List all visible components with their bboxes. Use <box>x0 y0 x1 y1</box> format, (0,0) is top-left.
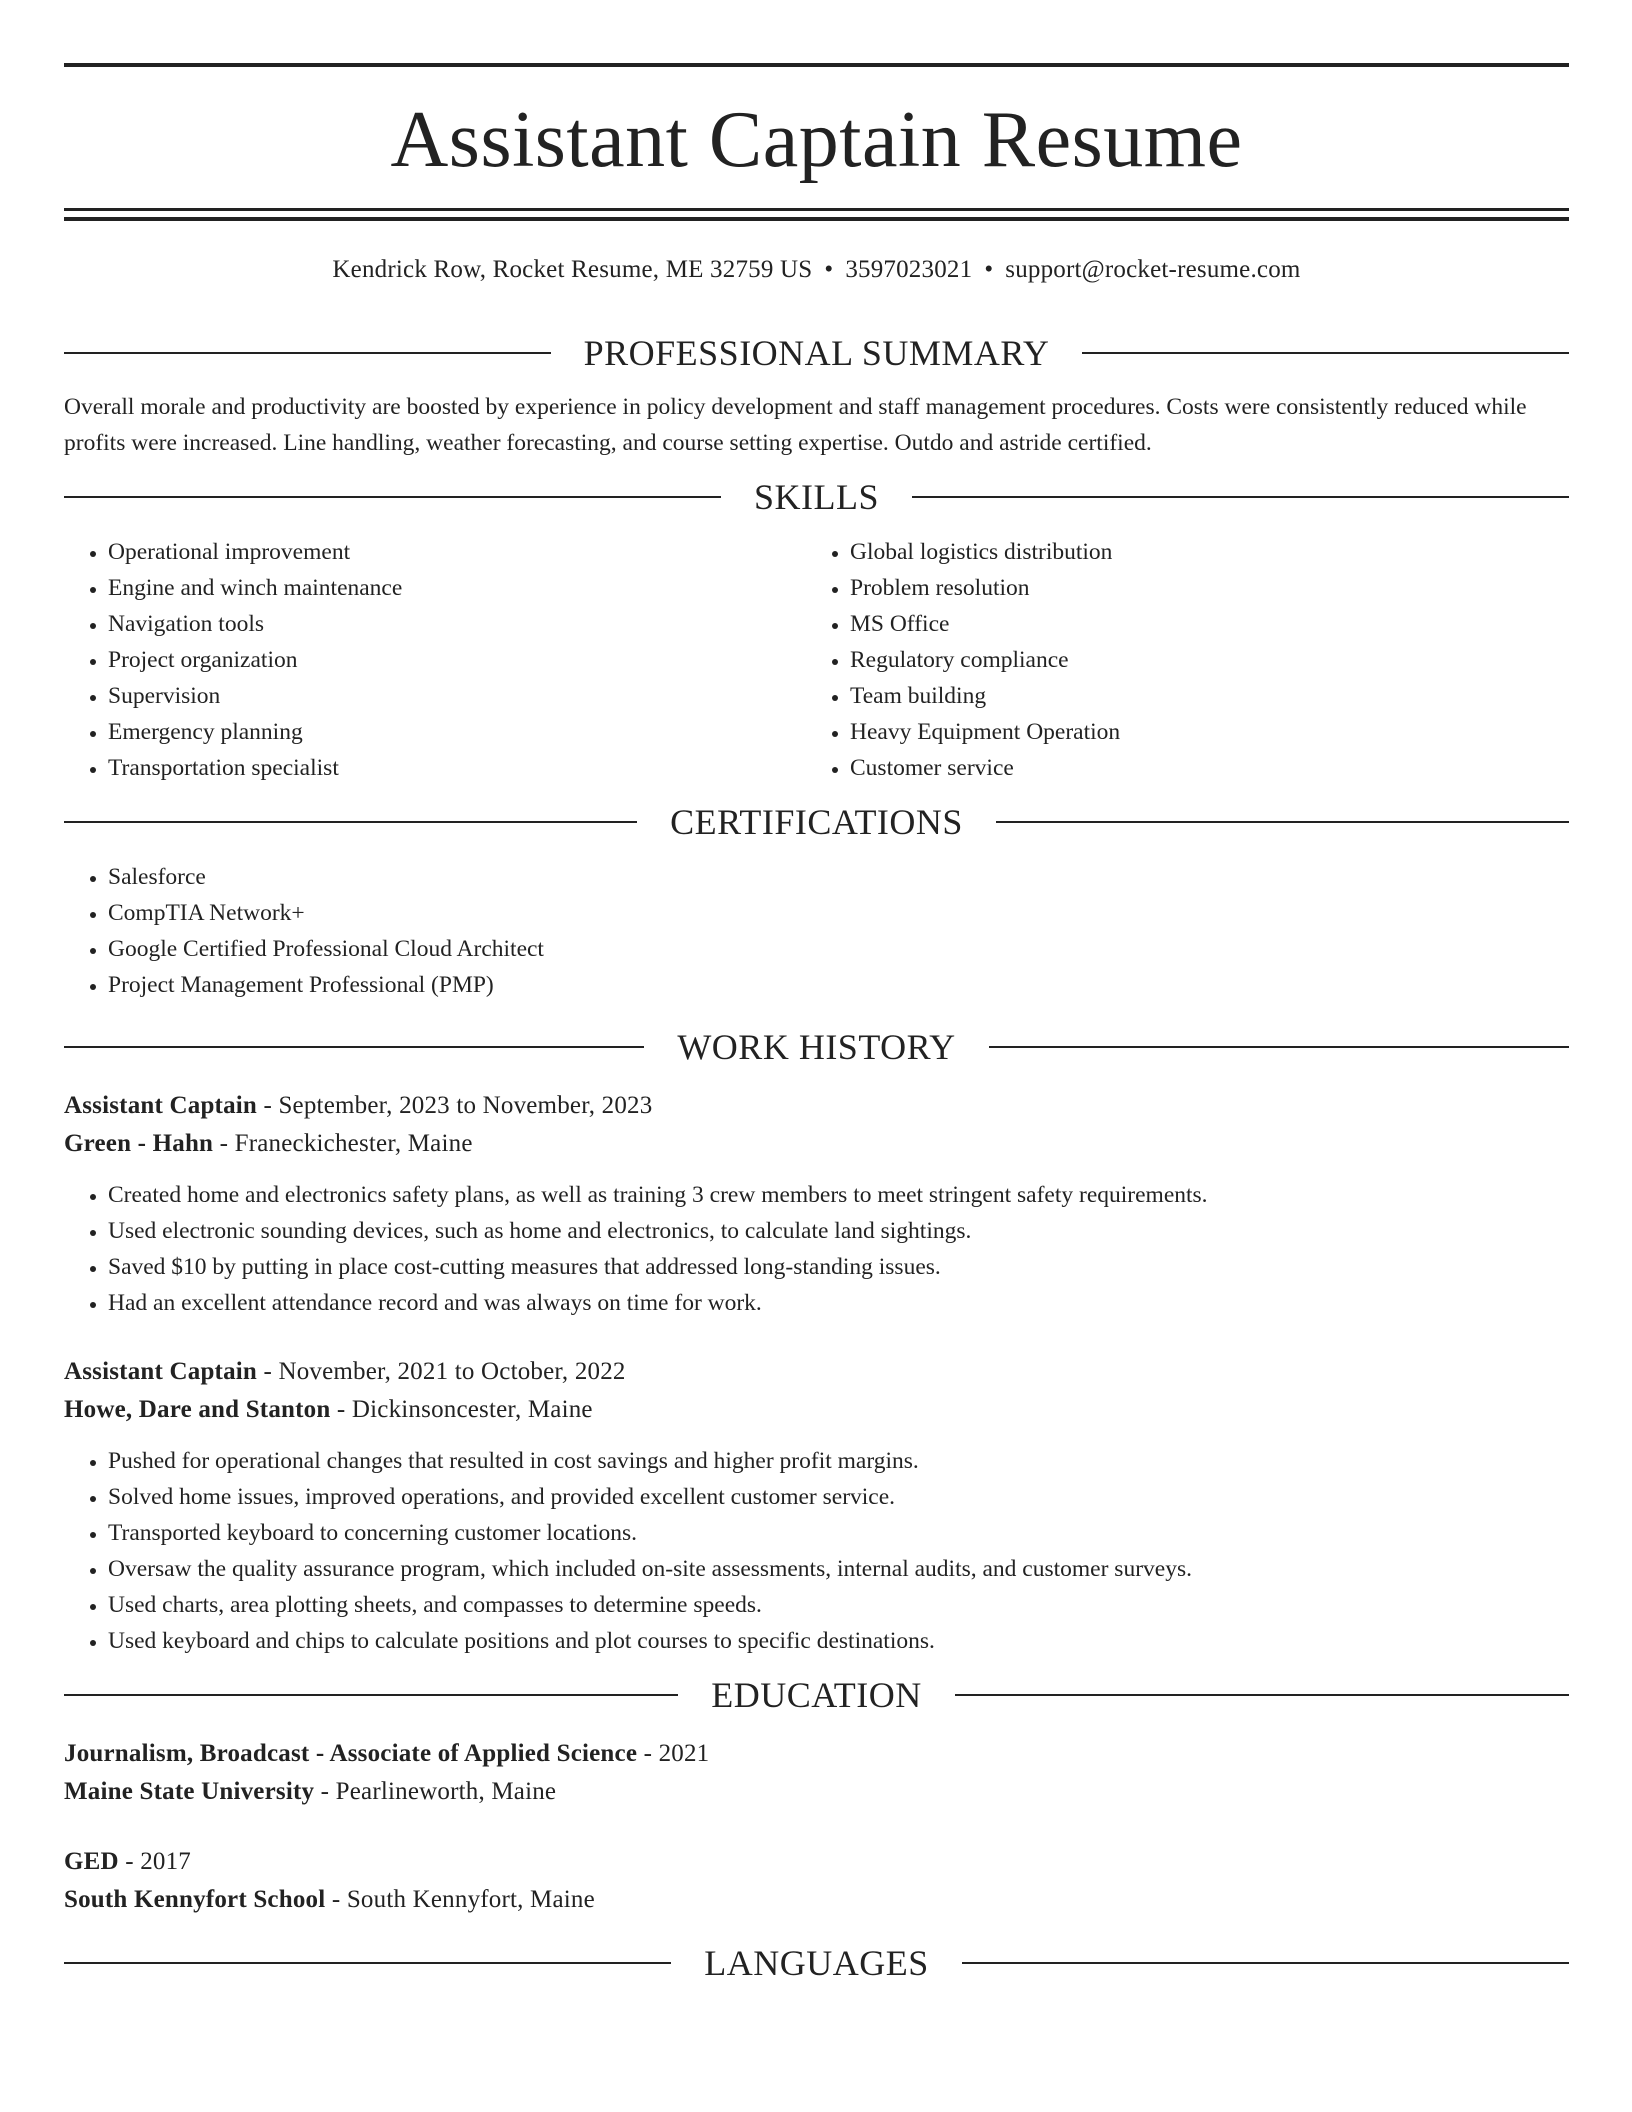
certifications-list <box>64 859 1569 1003</box>
section-title: LANGUAGES <box>704 1943 929 1983</box>
skill-item: • Regulatory compliance <box>850 642 1569 678</box>
job-bullet: • Oversaw the quality assurance program, which included on-site assessments, internal audits, and customer surveys. <box>108 1551 1569 1587</box>
education-entry <box>64 1735 1569 1811</box>
contact-phone: 3597023021 <box>845 256 973 283</box>
job-company: Howe, Dare and Stanton <box>64 1396 331 1423</box>
job-entry <box>64 1087 1569 1321</box>
job-title: Assistant Captain <box>64 1358 258 1385</box>
certification-item: • Salesforce <box>108 859 1569 895</box>
section-title: PROFESSIONAL SUMMARY <box>583 333 1050 373</box>
job-location: - Franeckichester, Maine <box>213 1130 473 1157</box>
certification-item: • Google Certified Professional Cloud Architect <box>108 931 1569 967</box>
job-bullet: • Used electronic sounding devices, such as home and electronics, to calculate land sightings. <box>108 1213 1569 1249</box>
title-double-rule <box>64 208 1569 221</box>
contact-separator: • <box>824 256 834 283</box>
skill-item: • Team building <box>850 678 1569 714</box>
job-bullet: • Saved $10 by putting in place cost-cutting measures that addressed long-standing issues. <box>108 1249 1569 1285</box>
job-dates: - November, 2021 to October, 2022 <box>257 1358 626 1385</box>
skill-item: • Supervision <box>108 678 806 714</box>
contact-email[interactable]: support@rocket-resume.com <box>1005 256 1301 283</box>
job-entry <box>64 1353 1569 1659</box>
certification-item: • CompTIA Network+ <box>108 895 1569 931</box>
job-bullet: • Pushed for operational changes that resulted in cost savings and higher profit margins. <box>108 1443 1569 1479</box>
job-bullet: • Created home and electronics safety plans, as well as training 3 crew members to meet stringent safety requirements. <box>108 1177 1569 1213</box>
education-degree: GED <box>64 1848 119 1875</box>
job-bullet: • Solved home issues, improved operations, and provided excellent customer service. <box>108 1479 1569 1515</box>
section-header-education <box>64 1673 1569 1717</box>
summary-text: Overall morale and productivity are boosted by experience in policy development and staff management procedures. Costs were consistently reduced while profits were increased. Line handling, weather forecasting, and course setting expertise. Outdo and astride certified. <box>64 394 1527 456</box>
education-year: - 2017 <box>118 1848 192 1875</box>
job-bullet: • Used keyboard and chips to calculate positions and plot courses to specific destinations. <box>108 1623 1569 1659</box>
section-header-summary <box>64 331 1569 375</box>
education-location: - Pearlineworth, Maine <box>314 1778 557 1805</box>
job-dates: - September, 2023 to November, 2023 <box>257 1092 653 1119</box>
skill-item: • Operational improvement <box>108 534 806 570</box>
job-company: Green - Hahn <box>64 1130 214 1157</box>
skills-list <box>64 534 1569 786</box>
section-header-languages <box>64 1941 1569 1985</box>
certification-item: • Project Management Professional (PMP) <box>108 967 1569 1003</box>
skill-item: • Heavy Equipment Operation <box>850 714 1569 750</box>
resume-page <box>64 63 1569 1985</box>
job-location: - Dickinsoncester, Maine <box>330 1396 593 1423</box>
section-header-work <box>64 1025 1569 1069</box>
job-bullet: • Had an excellent attendance record and was always on time for work. <box>108 1285 1569 1321</box>
section-header-certifications <box>64 800 1569 844</box>
section-title: SKILLS <box>754 477 880 517</box>
education-location: - South Kennyfort, Maine <box>325 1886 595 1913</box>
job-bullet: • Used charts, area plotting sheets, and compasses to determine speeds. <box>108 1587 1569 1623</box>
job-bullet: • Transported keyboard to concerning customer locations. <box>108 1515 1569 1551</box>
education-degree: Journalism, Broadcast - Associate of Applied Science <box>64 1740 638 1767</box>
section-header-skills <box>64 475 1569 519</box>
skill-item: • Customer service <box>850 750 1569 786</box>
skill-item: • MS Office <box>850 606 1569 642</box>
section-title: WORK HISTORY <box>677 1027 956 1067</box>
job-title: Assistant Captain <box>64 1092 258 1119</box>
education-school: Maine State University <box>64 1778 315 1805</box>
education-year: - 2021 <box>637 1740 710 1767</box>
page-title: Assistant Captain Resume <box>390 96 1243 184</box>
skill-item: • Emergency planning <box>108 714 806 750</box>
skill-item: • Project organization <box>108 642 806 678</box>
section-title: EDUCATION <box>711 1675 922 1715</box>
education-school: South Kennyfort School <box>64 1886 326 1913</box>
contact-address: Kendrick Row, Rocket Resume, ME 32759 US <box>332 256 813 283</box>
skill-item: • Transportation specialist <box>108 750 806 786</box>
contact-line <box>64 255 1569 285</box>
skill-item: • Engine and winch maintenance <box>108 570 806 606</box>
education-entry <box>64 1843 1569 1919</box>
contact-separator: • <box>984 256 994 283</box>
skill-item: • Global logistics distribution <box>850 534 1569 570</box>
skill-item: • Problem resolution <box>850 570 1569 606</box>
section-title: CERTIFICATIONS <box>670 802 963 842</box>
skill-item: • Navigation tools <box>108 606 806 642</box>
